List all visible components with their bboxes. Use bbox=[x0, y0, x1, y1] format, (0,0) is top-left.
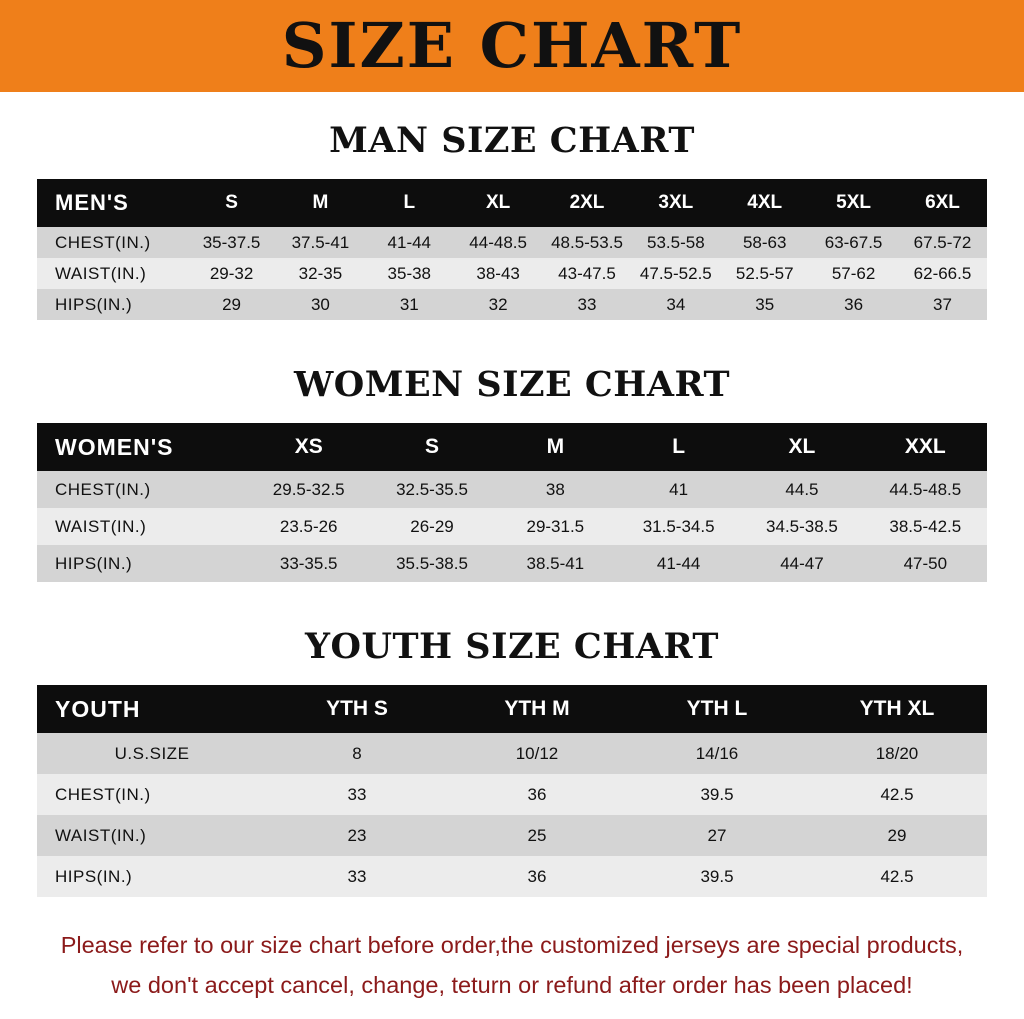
table-cell: 26-29 bbox=[410, 516, 454, 536]
table-row bbox=[37, 508, 987, 545]
women-header-cell: S bbox=[425, 435, 440, 458]
table-cell: 34 bbox=[666, 294, 686, 314]
table-cell: 39.5 bbox=[700, 866, 734, 886]
men-header-cell: M bbox=[312, 192, 329, 213]
table-cell: 44.5-48.5 bbox=[889, 479, 962, 499]
table-cell: 23.5-26 bbox=[279, 516, 338, 536]
table-cell: 57-62 bbox=[831, 263, 876, 283]
youth-header-cell: YTH M bbox=[504, 697, 570, 720]
table-cell: 41-44 bbox=[656, 553, 701, 573]
men-header-label: MEN'S bbox=[55, 190, 129, 215]
table-cell: 33 bbox=[577, 294, 597, 314]
row-label: HIPS(IN.) bbox=[55, 553, 133, 573]
men-header-cell: 4XL bbox=[747, 192, 783, 213]
table-row bbox=[37, 471, 987, 508]
page-title: SIZE CHART bbox=[281, 9, 743, 82]
men-header-cell: XL bbox=[485, 192, 511, 213]
table-cell: 35.5-38.5 bbox=[396, 553, 468, 573]
row-label: WAIST(IN.) bbox=[55, 825, 147, 845]
table-cell: 29-31.5 bbox=[526, 516, 585, 536]
header-banner bbox=[0, 0, 1024, 92]
row-label: CHEST(IN.) bbox=[55, 479, 151, 499]
table-cell: 18/20 bbox=[875, 743, 919, 763]
table-cell: 35 bbox=[755, 294, 775, 314]
table-row bbox=[37, 545, 987, 582]
youth-header-label: YOUTH bbox=[55, 695, 141, 722]
table-cell: 29 bbox=[887, 825, 907, 845]
table-cell: 32.5-35.5 bbox=[396, 479, 468, 499]
table-row bbox=[37, 258, 987, 289]
table-cell: 41-44 bbox=[387, 232, 432, 252]
table-cell: 42.5 bbox=[880, 866, 914, 886]
men-header-cell: 6XL bbox=[925, 192, 960, 213]
table-cell: 43-47.5 bbox=[558, 263, 616, 283]
table-row bbox=[37, 289, 987, 320]
table-cell: 32-35 bbox=[298, 263, 343, 283]
table-cell: 48.5-53.5 bbox=[551, 232, 623, 252]
table-cell: 36 bbox=[527, 866, 547, 886]
table-cell: 32 bbox=[488, 294, 508, 314]
table-cell: 38-43 bbox=[476, 263, 520, 283]
table-cell: 47-50 bbox=[903, 553, 948, 573]
table-cell: 36 bbox=[844, 294, 864, 314]
table-cell: 39.5 bbox=[700, 784, 734, 804]
table-cell: 52.5-57 bbox=[735, 263, 794, 283]
table-header-row bbox=[37, 423, 987, 471]
women-header-cell: M bbox=[546, 435, 565, 458]
men-size-table bbox=[37, 179, 987, 320]
men-header-cell: S bbox=[225, 192, 238, 213]
table-cell: 8 bbox=[352, 743, 362, 763]
table-row bbox=[37, 815, 987, 856]
table-header-row bbox=[37, 179, 987, 227]
women-header-cell: L bbox=[672, 435, 686, 458]
women-section-title: WOMEN SIZE CHART bbox=[293, 364, 731, 405]
table-cell: 33 bbox=[347, 866, 367, 886]
row-label: HIPS(IN.) bbox=[55, 866, 133, 886]
table-cell: 38.5-42.5 bbox=[889, 516, 962, 536]
youth-header-cell: YTH S bbox=[326, 697, 388, 720]
table-cell: 62-66.5 bbox=[913, 263, 972, 283]
table-cell: 53.5-58 bbox=[647, 232, 705, 252]
table-cell: 41 bbox=[669, 479, 689, 499]
table-cell: 29 bbox=[222, 294, 242, 314]
table-cell: 38.5-41 bbox=[526, 553, 585, 573]
table-cell: 33-35.5 bbox=[279, 553, 338, 573]
table-cell: 35-37.5 bbox=[202, 232, 261, 252]
table-cell: 38 bbox=[545, 479, 565, 499]
men-header-cell: 5XL bbox=[836, 192, 871, 213]
table-cell: 27 bbox=[707, 825, 727, 845]
table-cell: 58-63 bbox=[742, 232, 787, 252]
row-label: WAIST(IN.) bbox=[55, 516, 147, 536]
men-header-cell: L bbox=[403, 192, 416, 213]
table-cell: 23 bbox=[347, 825, 367, 845]
footer-note-line-2: we don't accept cancel, change, teturn or refund after order has been placed! bbox=[111, 972, 913, 998]
table-cell: 29-32 bbox=[209, 263, 254, 283]
table-cell: 42.5 bbox=[880, 784, 914, 804]
table-cell: 29.5-32.5 bbox=[272, 479, 345, 499]
table-cell: 31 bbox=[399, 294, 419, 314]
table-header-row bbox=[37, 685, 987, 733]
table-cell: 63-67.5 bbox=[824, 232, 883, 252]
table-cell: 25 bbox=[527, 825, 547, 845]
row-label: CHEST(IN.) bbox=[55, 784, 151, 804]
table-cell: 44.5 bbox=[785, 479, 819, 499]
youth-section-title: YOUTH SIZE CHART bbox=[305, 626, 719, 667]
youth-size-table bbox=[37, 685, 987, 897]
table-cell: 44-48.5 bbox=[469, 232, 527, 252]
table-cell: 31.5-34.5 bbox=[642, 516, 715, 536]
table-cell: 47.5-52.5 bbox=[639, 263, 712, 283]
table-cell: 37 bbox=[933, 294, 952, 314]
youth-header-cell: YTH L bbox=[686, 697, 748, 720]
table-cell: 33 bbox=[347, 784, 367, 804]
table-cell: 67.5-72 bbox=[913, 232, 972, 252]
men-section-title: MAN SIZE CHART bbox=[329, 120, 695, 161]
table-row bbox=[37, 733, 987, 774]
footer-note-line-1: Please refer to our size chart before order,the customized jerseys are special products, bbox=[60, 932, 964, 958]
table-cell: 14/16 bbox=[695, 743, 739, 763]
women-header-cell: XXL bbox=[904, 435, 946, 458]
women-header-label: WOMEN'S bbox=[55, 433, 174, 460]
table-row bbox=[37, 227, 987, 258]
footer-note bbox=[32, 925, 992, 1005]
men-header-cell: 3XL bbox=[658, 192, 694, 213]
women-size-table bbox=[37, 423, 987, 582]
table-cell: 10/12 bbox=[515, 743, 559, 763]
row-label: U.S.SIZE bbox=[114, 743, 190, 763]
women-header-cell: XS bbox=[294, 435, 323, 458]
table-cell: 34.5-38.5 bbox=[766, 516, 838, 536]
table-cell: 37.5-41 bbox=[291, 232, 350, 252]
youth-header-cell: YTH XL bbox=[859, 697, 935, 720]
row-label: CHEST(IN.) bbox=[55, 232, 151, 252]
men-header-cell: 2XL bbox=[569, 192, 605, 213]
table-row bbox=[37, 856, 987, 897]
women-header-cell: XL bbox=[788, 435, 816, 458]
table-cell: 36 bbox=[527, 784, 547, 804]
table-row bbox=[37, 774, 987, 815]
row-label: HIPS(IN.) bbox=[55, 294, 133, 314]
table-cell: 35-38 bbox=[387, 263, 432, 283]
table-cell: 44-47 bbox=[780, 553, 824, 573]
table-cell: 30 bbox=[310, 294, 330, 314]
row-label: WAIST(IN.) bbox=[55, 263, 147, 283]
